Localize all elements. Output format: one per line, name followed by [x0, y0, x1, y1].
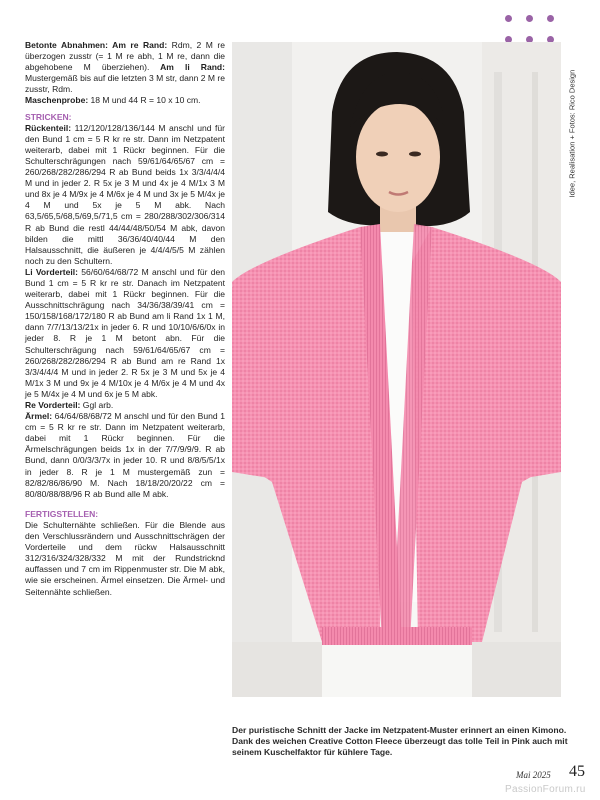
- dot: [505, 15, 512, 22]
- sleeve-label: Ärmel:: [25, 411, 53, 422]
- model-in-pink-cardigan-illustration: [232, 42, 561, 697]
- photo-credit-text: Idee, Realisation + Fotos: Rico Design: [567, 69, 577, 198]
- left-front-label: Li Vorderteil:: [25, 266, 78, 277]
- watermark: PassionForum.ru: [505, 784, 586, 795]
- back-text: 112/120/128/136/144 M anschl und für den Bund 1 cm = 5 R kr re str. Dann im Netzpatent weiterarb, dabei mit 1 Rückr beginnen. Für die Schulterschrägungen nach 59/61/64/65/67 cm = 260/268/282/286/294 R ab Bund beids 1x 3/3/4/4/4 M und in jeder 2. R 5x je 3 M und 4x je 4 M/1x 3 M und 8x je 4 M/9x je 4 M/6x je 4 M und 3x je 5 M/4x je 4 M und 5x je 5 M abk. Nach 63,5/65,5/68,5/69,5/71,5 cm = 280/288/302/306/314 R ab Bund die restl 44/44/48/50/54 M abk, davon bilden die mittl 36/36/40/40/44 M den Halsausschnitt, die äußeren je 4/4/4/5/5 M zählen noch zu den Schultern.: [25, 122, 225, 266]
- intro-maschenprobe: [25, 95, 225, 106]
- page-number: 45: [569, 763, 585, 780]
- intro-abnahmen: [25, 40, 225, 95]
- paragraph-fertigstellen: Die Schulternähte schließen. Für die Blende aus den Verschlussrändern und Ausschnittschrägen der Vorderteile und dem rückw Halsausschnitt 312/316/324/328/332 M mit der Rundstricknd auffassen und 7 cm im Rippenmuster str. Die M abk, wie sie erscheinen. Ärmel einsetzen. Die Ärmel- und Seitennähte schließen.: [25, 519, 225, 597]
- right-front-text: Ggl arb.: [80, 400, 114, 410]
- paragraph-re-vorderteil: [25, 400, 225, 411]
- gauge-text: 18 M und 44 R = 10 x 10 cm.: [88, 95, 201, 106]
- left-edge-label: Am li Rand:: [149, 62, 225, 73]
- section-heading-fertigstellen: FERTIGSTELLEN:: [25, 508, 99, 519]
- dot: [526, 15, 533, 22]
- abnahmen-text: Rdm, 2 M re überzogen zusstr (= 1 M re abh, 1 M re, dann die abgehobene M überziehen).: [25, 40, 225, 73]
- issue-date: Mai 2025: [516, 770, 551, 780]
- model-photo: [232, 42, 561, 697]
- abnahmen-label: Betonte Abnahmen: Am re Rand:: [25, 40, 168, 50]
- photo-caption: Der puristische Schnitt der Jacke im Netzpatent-Muster erinnert an einen Kimono. Dank des weichen Creative Cotton Fleece überzeugt das tolle Teil in Pink auch mit seinem Kuschelfaktor für kühlere Tage.: [232, 725, 568, 758]
- pattern-text-column: [25, 40, 225, 598]
- paragraph-rueckenteil: [25, 123, 225, 267]
- back-label: Rückenteil:: [25, 122, 72, 133]
- section-heading-stricken: STRICKEN:: [25, 111, 72, 122]
- left-edge-text: Mustergemäß bis auf die letzten 3 M str, dann 2 M re zusstr, Rdm.: [25, 73, 225, 95]
- paragraph-li-vorderteil: [25, 267, 225, 400]
- dot: [547, 15, 554, 22]
- photo-credit: [565, 50, 579, 200]
- right-front-label: Re Vorderteil:: [25, 400, 81, 410]
- paragraph-aermel: [25, 411, 225, 500]
- left-front-text: 56/60/64/68/72 M anschl und für den Bund 1 cm = 5 R kr re str. Danach im Netzpatent weiterarb, dabei mit 1 Rückr beginnen. Für die Ausschnittschrägung nach 34/36/38/39/41 cm = 150/158/168/172/180 R ab Bund am li Rand 1x 1 M, dann 7/7/13/13/21x in jeder 6. R und 10/10/6/6/0x in jeder 8. R je 1 M betont abn. Für die Schulterschrägung nach 59/61/64/65/67 cm = 260/268/282/286/294 R ab Bund am re Rand 1x 3/3/4/4/4 M und in jeder 2. R 5x je 3 M und 5x je 4 M/1x 3 M und 9x je 4 M/10x je 4 M/6x je 4 M und 4x je 5 M/4x je 4 M und 6x je 5 M abk.: [25, 266, 225, 399]
- sleeve-text: 64/64/68/68/72 M anschl und für den Bund 1 cm = 5 R kr re str. Dann im Netzpatent weiterarb, dabei mit 1 Rückr beginnen. Für die Ärmelschrägungen beids 1x in der 7/7/9/9/9. R ab Bund, dann 0/0/3/3/7x in jeder 10. R und 8/8/5/5/1x in jeder 8. R je 1 M mustergemäß zun = 82/82/86/86/90 M. Nach 18/18/20/20/22 cm = 80/80/88/88/96 R ab Bund alle M abk.: [25, 411, 225, 499]
- gauge-label: Maschenprobe:: [25, 95, 89, 106]
